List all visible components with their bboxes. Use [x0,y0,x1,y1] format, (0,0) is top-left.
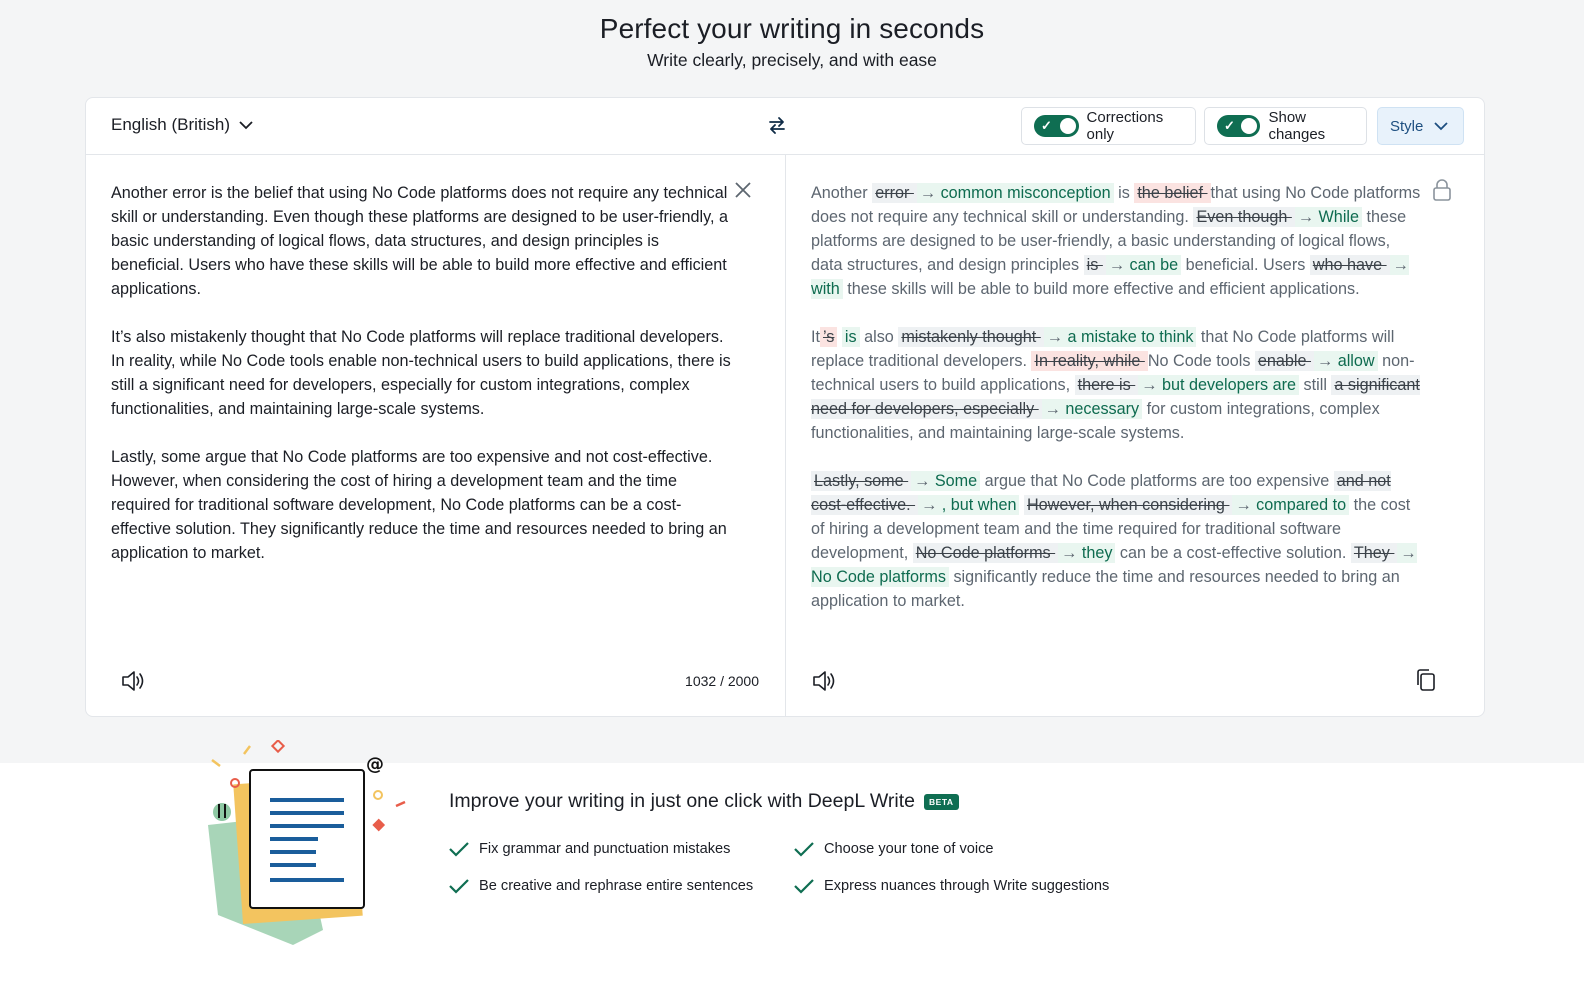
deleted-text: ’s [820,327,837,347]
lock-icon[interactable] [1432,178,1452,202]
checkmark-icon [449,841,469,857]
text-segment: that No Code platforms will replace traditional developers. [811,328,1395,370]
text-segment: for custom integrations, complex functionalities, and maintaining large-scale systems. [811,400,1380,442]
style-dropdown[interactable] [1377,107,1464,145]
text-segment: these platforms are designed to be user-friendly, a basic understanding of logical flows, data structures, and design principles [811,208,1407,274]
arrow-icon: → [921,496,938,514]
feature-text: Express nuances through Write suggestions [824,878,1110,894]
chevron-down-icon [238,120,254,130]
arrow-icon: → [1061,544,1078,562]
inserted-text: No Code platforms [811,568,946,586]
inserted-text: allow [1337,352,1375,370]
document-illustration [198,740,413,950]
text-segment: also [859,328,899,346]
inserted-text: with [811,280,840,298]
deleted-text[interactable]: In reality, while [1031,351,1147,371]
style-label: Style [1390,117,1424,135]
deleted-text: there is [1075,375,1139,395]
toggle-switch: ✓ [1217,115,1260,137]
arrow-icon: → [1317,352,1334,370]
arrow-icon: → [1235,496,1252,514]
chevron-down-icon [1433,121,1449,131]
svg-text:@: @ [366,754,384,775]
source-textarea[interactable] [111,181,731,589]
checkmark-icon [794,841,814,857]
text-segment: can be a cost-effective solution. [1115,544,1351,562]
arrow-icon: → [1297,208,1315,226]
deleted-text: mistakenly thought [898,327,1043,347]
feature-text: Fix grammar and punctuation mistakes [479,841,731,857]
arrow-icon: → [1392,256,1409,274]
output-paragraph [811,181,1423,301]
language-label: English (British) [111,115,231,134]
text-segment: No Code tools [1147,352,1255,370]
inserted-text: , but when [941,496,1017,514]
text-segment: still [1299,376,1332,394]
panel-divider [785,155,786,717]
inserted-text: but developers are [1161,376,1297,394]
output-paragraph [811,325,1423,445]
feature-item [449,878,753,894]
text-segment: non-technical users to build applications, [811,352,1415,394]
arrow-icon: → [914,472,931,490]
source-paragraph: Another error is the belief that using No Code platforms does not require any technical skill or understanding. Even though these platforms are designed to be user-friendly, a basic understanding of logical flows, data structures, and design principles is beneficial. Users who have these skills will be able to build more effective and efficient applications. [111,184,728,298]
corrections-only-label: Corrections only [1086,109,1164,143]
feature-item [794,878,1109,894]
speaker-icon[interactable] [120,668,146,694]
deleted-text: Even though [1193,207,1294,227]
feature-text: Be creative and rephrase entire sentences [479,878,754,894]
deleted-text: is [1084,255,1106,275]
show-changes-toggle[interactable] [1204,107,1367,145]
text-segment: argue that No Code platforms are too expensive [980,472,1334,490]
text-segment: these skills will be able to build more effective and efficient applications. [842,280,1360,298]
checkmark-icon [794,878,814,894]
text-segment: It [811,328,820,346]
character-count: 1032 / 2000 [685,673,759,689]
feature-item [449,841,730,857]
deleted-text: They [1351,543,1398,563]
arrow-icon: → [1044,400,1061,418]
page-subtitle: Write clearly, precisely, and with ease [647,50,937,70]
close-icon[interactable] [734,181,752,199]
deleted-text: enable [1255,351,1314,371]
feature-text: Choose your tone of voice [824,841,994,857]
text-segment: is [1113,184,1135,202]
inserted-text: common misconception [940,184,1111,202]
deleted-text: and not cost-effective. [811,472,1391,514]
text-segment: beneficial. Users [1181,256,1310,274]
arrow-icon: → [1108,256,1126,274]
inserted-text: a mistake to think [1067,328,1194,346]
editor-panel [85,97,1485,717]
suggestion[interactable] [911,471,980,491]
text-segment: that using No Code platforms does not require any technical skill or understanding. [811,184,1421,226]
suggestion[interactable] [1138,375,1299,395]
inserted-text: can be [1129,256,1179,274]
editor-toolbar [86,98,1484,155]
suggestion[interactable] [1295,207,1362,227]
inserted-text: necessary [1065,400,1140,418]
deleted-text[interactable]: the belief [1134,183,1210,203]
text-segment: Another [811,184,873,202]
suggestion[interactable] [1314,351,1378,371]
inserted-text: they [1081,544,1113,562]
suggestion[interactable] [1044,327,1197,347]
inserted-text: Some [934,472,978,490]
promo-title [449,790,959,813]
beta-badge: BETA [924,794,959,810]
deleted-text: However, when considering [1024,495,1232,515]
suggestion[interactable] [918,495,1019,515]
output-paragraph [811,469,1423,613]
speaker-icon[interactable] [811,668,837,694]
suggestion[interactable] [1106,255,1181,275]
text-segment: the cost of hiring a development team and the time required for traditional software development, [811,496,1411,562]
suggestion[interactable] [1058,543,1115,563]
inserted-text: compared to [1256,496,1347,514]
arrow-icon: → [1141,376,1158,394]
show-changes-label: Show changes [1268,109,1326,143]
page-title: Perfect your writing in seconds [599,13,985,44]
deleted-text: Lastly, some [811,471,911,491]
source-paragraph: Lastly, some argue that No Code platforms are too expensive and not cost-effective. However, when considering the cost of hiring a development team and the time required for traditional software development, No Code platforms can be a cost-effective solution. They significantly reduce the time and resources needed to bring an application to market. [111,448,727,562]
source-paragraph: It’s also mistakenly thought that No Code platforms will replace traditional developers. In reality, while No Code tools enable non-technical users to build applications, there is still a significant need for developers, especially for custom integrations, complex functionalities, and maintaining large-scale systems. [111,328,731,418]
arrow-icon: → [1046,328,1063,346]
text-segment: significantly reduce the time and resources needed to bring an application to market. [811,568,1400,610]
deleted-text: who have [1310,255,1390,275]
language-select[interactable] [111,115,254,135]
deleted-text: a significant need for developers, especially [811,376,1420,418]
swap-arrows-icon[interactable] [766,114,788,136]
deleted-text: error [872,183,917,203]
inserted-text[interactable]: is [842,327,860,347]
copy-icon[interactable] [1415,668,1437,692]
feature-item [794,841,994,857]
checkmark-icon [449,878,469,894]
corrections-only-toggle[interactable] [1021,107,1196,145]
toggle-switch: ✓ [1034,115,1079,137]
suggestion[interactable] [1232,495,1349,515]
output-text [811,181,1423,637]
promo-title-text: Improve your writing in just one click with DeepL Write [449,790,916,812]
inserted-text: While [1318,208,1360,226]
arrow-icon: → [1400,544,1417,562]
deleted-text: No Code platforms [913,543,1058,563]
suggestion[interactable] [1042,399,1142,419]
suggestion[interactable] [917,183,1114,203]
arrow-icon: → [919,184,937,202]
